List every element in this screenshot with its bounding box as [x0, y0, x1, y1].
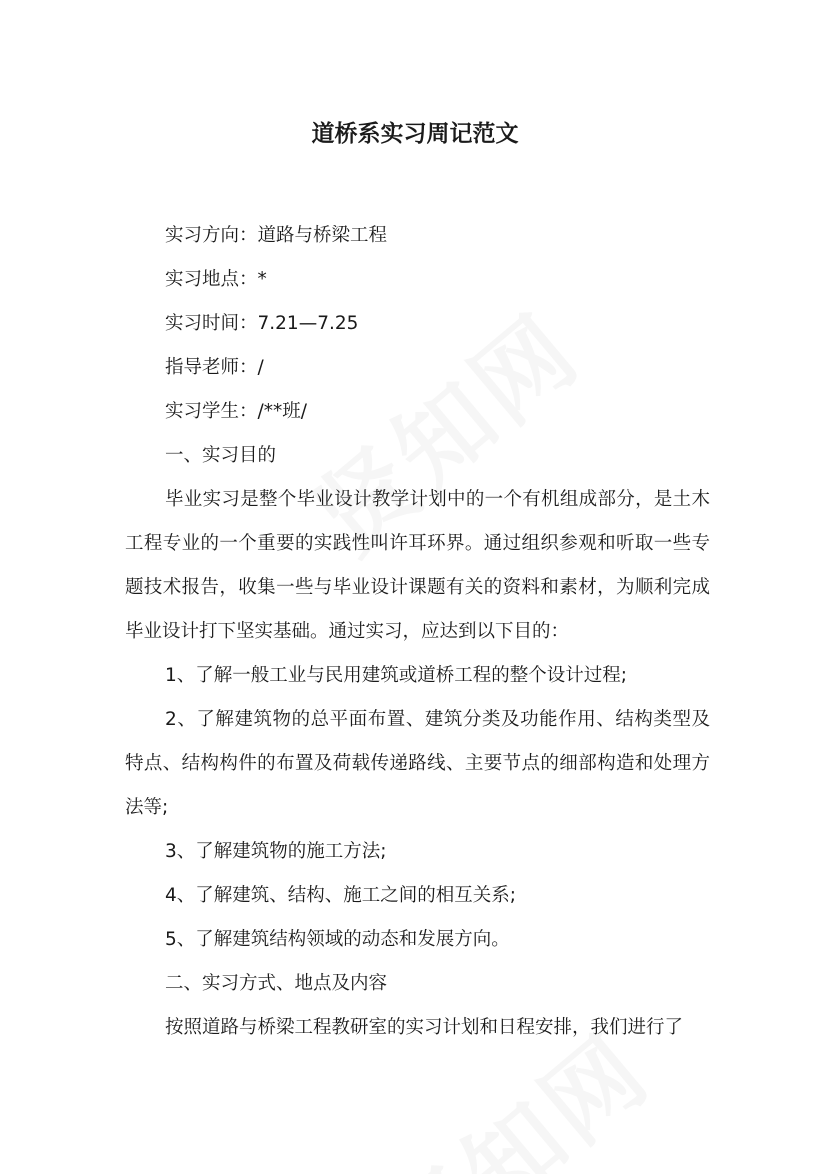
- section-heading-method: 二、实习方式、地点及内容: [165, 973, 388, 994]
- paragraph-purpose: 毕业实习是整个毕业设计教学计划中的一个有机组成部分，是土木工程专业的一个重要的实践性叫许耳环界。通过组织参观和听取一些专题技术报告，收集一些与毕业设计课题有关的资料和素材，为顺利完成毕业设计打下坚实基础。通过实习，应达到以下目的：: [125, 489, 710, 642]
- field-location: 实习地点：*: [165, 269, 267, 290]
- list-item: 3、了解建筑物的施工方法;: [165, 841, 387, 862]
- paragraph-method: 按照道路与桥梁工程教研室的实习计划和日程安排，我们进行了: [165, 1017, 684, 1038]
- list-item: 1、了解一般工业与民用建筑或道桥工程的整个设计过程;: [165, 665, 628, 686]
- field-time: 实习时间：7.21—7.25: [165, 313, 359, 334]
- document-title: 道桥系实习周记范文: [311, 121, 519, 147]
- field-student: 实习学生：/**班/: [165, 401, 307, 422]
- list-item: 5、了解建筑结构领域的动态和发展方向。: [165, 929, 510, 950]
- field-teacher: 指导老师：/: [165, 357, 264, 378]
- section-heading-purpose: 一、实习目的: [165, 445, 277, 466]
- list-item: 2、了解建筑物的总平面布置、建筑分类及功能作用、结构类型及特点、结构构件的布置及荷载传递路线、主要节点的细部构造和处理方法等;: [125, 709, 710, 818]
- document-body: [125, 214, 710, 1050]
- field-direction: 实习方向：道路与桥梁工程: [165, 225, 388, 246]
- list-item: 4、了解建筑、结构、施工之间的相互关系;: [165, 885, 517, 906]
